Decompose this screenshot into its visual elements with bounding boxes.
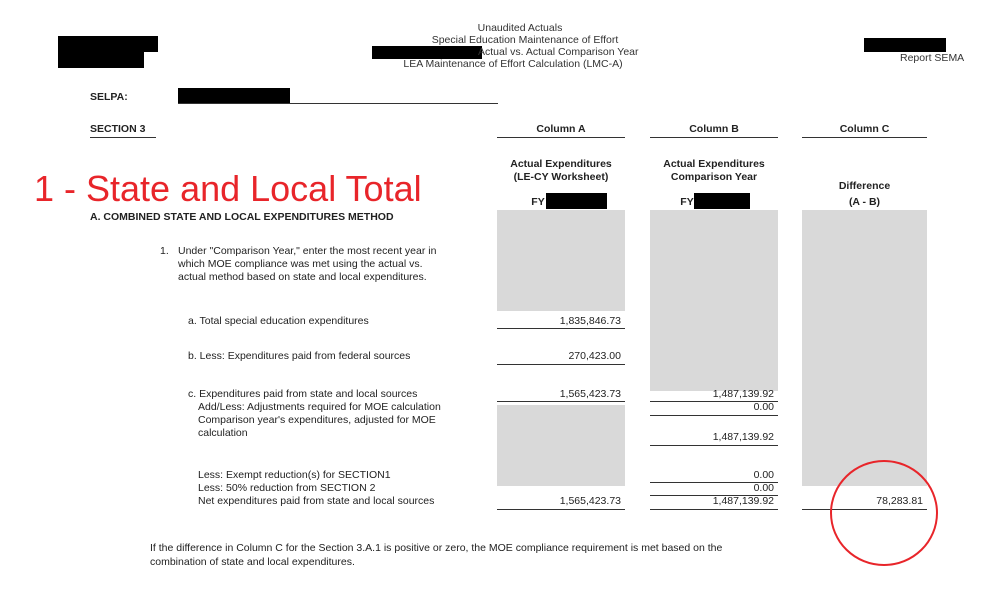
selpa-underline (178, 103, 498, 104)
fifty-percent-column-b-value: 0.00 (753, 482, 774, 494)
column-a-heading: Column A (536, 123, 586, 135)
redacted-report-id (864, 38, 946, 52)
section-label: SECTION 3 (90, 123, 146, 135)
column-c-sub2: (A - B) (848, 196, 881, 208)
section-underline (90, 137, 156, 138)
row-c-column-a-rule (497, 401, 625, 402)
column-a-sub2: (LE-CY Worksheet) (513, 171, 609, 183)
column-b-sub1: Actual Expenditures (663, 158, 765, 170)
row-a-column-a-rule (497, 328, 625, 329)
footer-line1: If the difference in Column C for the Section 3.A.1 is positive or zero, the MOE compliance requirement is met based on the (150, 542, 723, 554)
column-c-heading: Column C (839, 123, 890, 135)
redacted-column-a-fy (546, 193, 607, 209)
row-b-column-a-rule (497, 364, 625, 365)
report-title-line2: Special Education Maintenance of Effort (431, 34, 619, 46)
net-column-a-value: 1,565,423.73 (559, 495, 621, 507)
column-a-shaded-block (497, 210, 625, 311)
row-c-column-a-value: 1,565,423.73 (559, 388, 621, 400)
row-a-label: a. Total special education expenditures (188, 315, 369, 327)
net-column-b-value: 1,487,139.92 (712, 495, 774, 507)
redacted-column-b-fy (694, 193, 750, 209)
item-1-line3: actual method based on state and local expenditures. (178, 271, 427, 283)
column-b-sub2: Comparison Year (670, 171, 758, 183)
column-a-shaded-block-lower (497, 405, 625, 486)
row-c-label: c. Expenditures paid from state and local sources (188, 388, 418, 400)
method-title: A. COMBINED STATE AND LOCAL EXPENDITURES METHOD (90, 211, 394, 223)
report-title-line3: Actual vs. Actual Comparison Year (478, 46, 639, 58)
column-b-heading-rule (650, 137, 778, 138)
item-1-line1: Under "Comparison Year," enter the most recent year in (178, 245, 437, 257)
annotation-circle (830, 460, 938, 566)
report-label: Report SEMA (900, 52, 965, 64)
item-1-line2: which MOE compliance was met using the actual vs. (178, 258, 423, 270)
adjustments-column-b-rule (650, 415, 778, 416)
comparison-label-line2: calculation (198, 427, 248, 439)
net-column-a-rule (497, 509, 625, 510)
redacted-lea-name-box-lower (58, 50, 144, 68)
comparison-label-line1: Comparison year's expenditures, adjusted for MOE (198, 414, 436, 426)
selpa-label: SELPA: (90, 91, 128, 103)
annotation-title: 1 - State and Local Total (34, 168, 422, 209)
report-title-line1: Unaudited Actuals (477, 22, 563, 34)
column-b-heading: Column B (689, 123, 739, 135)
fifty-percent-label: Less: 50% reduction from SECTION 2 (198, 482, 376, 494)
column-a-sub1: Actual Expenditures (510, 158, 612, 170)
net-label: Net expenditures paid from state and local sources (198, 495, 435, 507)
item-number: 1. (160, 245, 169, 257)
net-column-c-value: 78,283.81 (876, 495, 923, 507)
row-c-column-b-value: 1,487,139.92 (712, 388, 774, 400)
row-b-column-a-value: 270,423.00 (568, 350, 621, 362)
redacted-selpa-name (178, 88, 290, 103)
report-title-line4: LEA Maintenance of Effort Calculation (LMC-A) (403, 58, 623, 70)
exempt-column-b-value: 0.00 (753, 469, 774, 481)
row-b-label: b. Less: Expenditures paid from federal sources (188, 350, 411, 362)
net-column-b-rule (650, 509, 778, 510)
adjustments-label: Add/Less: Adjustments required for MOE calculation (198, 401, 441, 413)
exempt-label: Less: Exempt reduction(s) for SECTION1 (198, 469, 391, 481)
column-b-sub3: FY (680, 196, 694, 208)
adjustments-column-b-value: 0.00 (753, 401, 774, 413)
column-a-heading-rule (497, 137, 625, 138)
column-a-sub3: FY (531, 196, 545, 208)
comparison-column-b-value: 1,487,139.92 (712, 431, 774, 443)
column-c-shaded-block (802, 210, 927, 486)
column-c-heading-rule (802, 137, 927, 138)
footer-line2: combination of state and local expenditures. (150, 556, 355, 568)
row-a-column-a-value: 1,835,846.73 (559, 315, 621, 327)
column-c-sub1: Difference (838, 180, 891, 192)
column-b-shaded-block (650, 210, 778, 391)
comparison-column-b-rule (650, 445, 778, 446)
